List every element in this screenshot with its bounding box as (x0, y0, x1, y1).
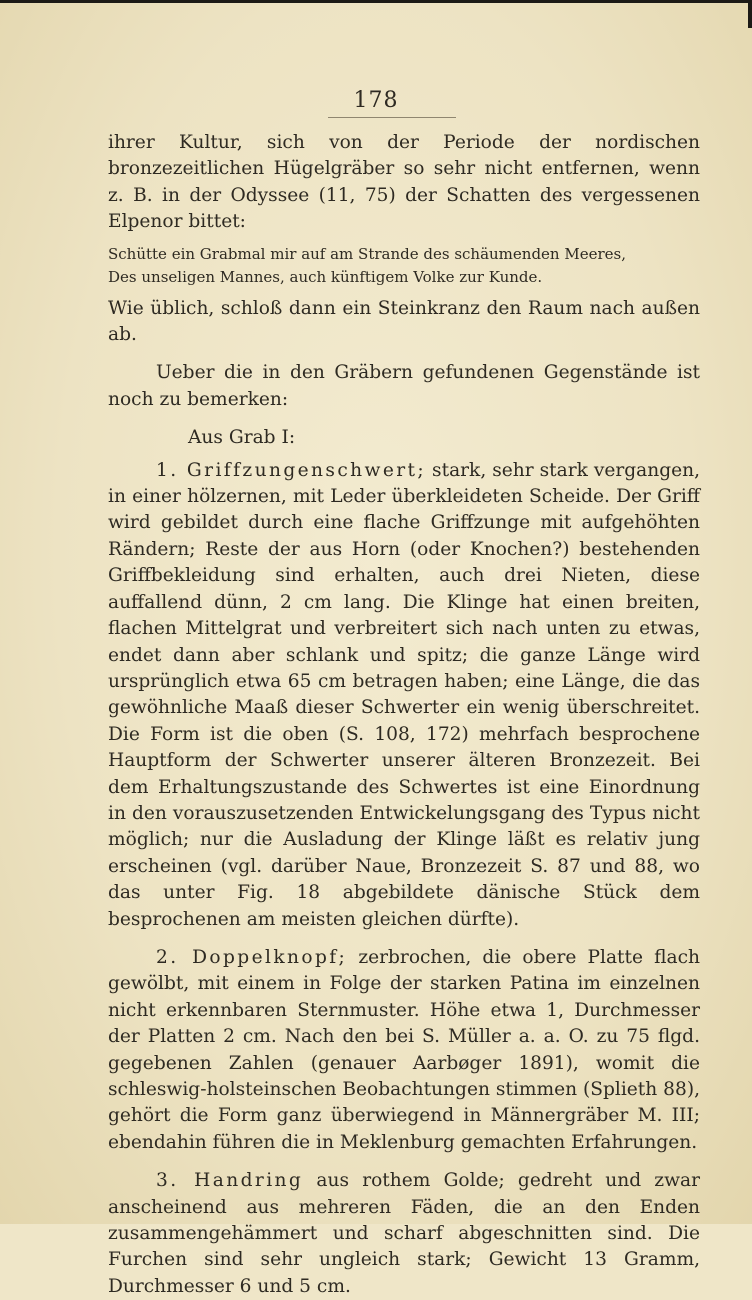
item-1 (108, 458, 700, 933)
paragraph-steinkranz: Wie üblich, schloß dann ein Steinkranz den Raum nach außen ab. (108, 297, 700, 346)
item-1-label: 1. Griffzungenschwert; (156, 459, 427, 481)
scan-edge-right (748, 0, 752, 28)
subheading-grab-1: Aus Grab I: (188, 427, 296, 449)
item-3 (108, 1168, 700, 1300)
paragraph-odyssey: ihrer Kultur, sich von der Periode der nordischen bronzezeitlichen Hügelgräber so sehr nicht entfernen, wenn z. B. in der Odyssee (11, 75) der Schatten des vergessenen Elpenor bittet: (108, 132, 700, 233)
quote-line-1: Schütte ein Grabmal mir auf am Strande des schäumenden Meeres, (108, 244, 626, 263)
item-1-text: stark, sehr stark vergangen, in einer hölzernen, mit Leder überkleideten Scheide. Der Griff wird gebildet durch eine flache Griffzunge mit aufgehöhten Rändern; Reste der aus Horn (oder Knochen?) bestehenden Griffbekleidung sind erhalten, auch drei Nieten, diese auffallend dünn, 2 cm lang. Die Klinge hat einen breiten, flachen Mittelgrat und verbreitert sich nach unten zu etwas, endet dann aber schlank und spitz; die ganze Länge wird ursprünglich etwa 65 cm betragen haben; eine Länge, die das gewöhnliche Maaß dieser Schwerter ein wenig überschreitet. Die Form ist die oben (S. 108, 172) mehrfach besprochene Hauptform der Schwerter unserer älteren Bronzezeit. Bei dem Erhaltungszustande des Schwertes ist eine Einordnung in den vorauszusetzenden Entwickelungsgang des Typus nicht möglich; nur die Ausladung der Klinge läßt es relativ jung erscheinen (vgl. darüber Naue, Bronzezeit S. 87 und 88, wo das unter Fig. 18 abgebildete dänische Stück dem besprochenen am meisten gleichen dürfte). (108, 459, 700, 930)
scan-edge-top (0, 0, 752, 3)
paragraph-gegenstaende: Ueber die in den Gräbern gefundenen Gegenstände ist noch zu bemerken: (108, 362, 700, 410)
item-2-text: zerbrochen, die obere Platte flach gewölbt, mit einem in Folge der starken Patina im einzelnen nicht erkennbaren Sternmuster. Höhe etwa 1, Durchmesser der Platten 2 cm. Nach den bei S. Müller a. a. O. zu 75 flgd. gegebenen Zahlen (genauer Aarbøger 1891), womit die schleswig-holsteinschen Beobachtungen stimmen (Splieth 88), gehört die Form ganz überwiegend in Männergräber M. III; ebendahin führen die in Meklenburg gemachten Erfahrungen. (108, 946, 701, 1153)
item-2-label: 2. Doppelknopf; (156, 946, 348, 968)
item-3-label: 3. Handring (156, 1170, 304, 1192)
item-3-text: aus rothem Golde; gedreht und zwar anscheinend aus mehreren Fäden, die an den Enden zusammengehämmert und scharf abgeschnitten sind. Die Furchen sind sehr ungleich stark; Gewicht 13 Gramm, Durchmesser 6 und 5 cm. (108, 1170, 700, 1297)
quote-line-2: Des unseligen Mannes, auch künftigem Volke zur Kunde. (108, 267, 543, 286)
item-2 (108, 945, 700, 1156)
page-number: 178 (353, 88, 399, 113)
header-rule (328, 117, 456, 118)
body-text (108, 130, 700, 1300)
